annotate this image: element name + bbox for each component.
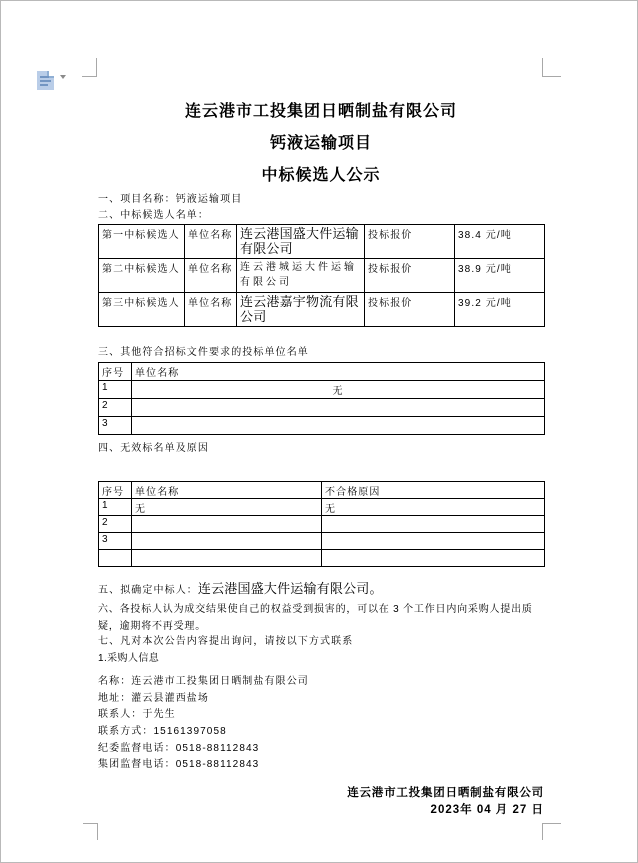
margin-crop-mark-top-right	[542, 58, 561, 77]
table-row	[99, 399, 545, 417]
reason-cell: 无	[322, 499, 545, 516]
seq-cell	[99, 550, 132, 567]
unit-name-label: 单位名称	[185, 293, 237, 327]
col-header-seq: 序号	[99, 363, 132, 381]
candidate-rank: 第三中标候选人	[99, 293, 185, 327]
reason-cell	[322, 516, 545, 533]
section-3-heading: 三、其他符合招标文件要求的投标单位名单	[98, 347, 309, 358]
unit-cell	[132, 516, 322, 533]
table-row	[99, 225, 545, 259]
table-header-row	[99, 363, 545, 381]
unit-name-label: 单位名称	[185, 225, 237, 259]
unit-cell: 无	[132, 381, 545, 399]
unit-name-label: 单位名称	[185, 259, 237, 293]
supervision-phone-discipline: 纪委监督电话：0518-88112843	[98, 742, 260, 754]
seq-cell: 3	[99, 533, 132, 550]
bid-price-value: 39.2 元/吨	[455, 293, 545, 327]
contact-phone: 联系方式：15161397058	[98, 726, 227, 738]
col-header-seq: 序号	[99, 482, 132, 499]
col-header-unit: 单位名称	[132, 363, 545, 381]
candidate-rank: 第一中标候选人	[99, 225, 185, 259]
unit-cell	[132, 533, 322, 550]
seq-cell: 3	[99, 417, 132, 435]
unit-cell	[132, 399, 545, 417]
doc-title-project: 钙液运输项目	[269, 135, 372, 152]
unit-cell	[132, 550, 322, 567]
margin-crop-mark-bottom-right	[542, 823, 561, 840]
invalid-bids-table	[98, 481, 545, 567]
candidate-company: 连云港嘉宇物流有限公司	[237, 293, 365, 327]
col-header-unit: 单位名称	[132, 482, 322, 499]
bid-price-value: 38.4 元/吨	[455, 225, 545, 259]
candidate-company: 连云港国盛大件运输有限公司	[237, 225, 365, 259]
doc-title-company: 连云港市工投集团日晒制盐有限公司	[184, 103, 457, 120]
section-5-winner-line	[98, 582, 544, 597]
section-6-objection-notice: 六、各投标人认为成交结果使自己的权益受到损害的，可以在 3 个工作日内向采购人提出质疑，逾期将不再受理。	[98, 604, 533, 632]
reason-cell	[322, 533, 545, 550]
candidates-table	[98, 224, 545, 327]
seq-cell: 1	[99, 499, 132, 516]
candidate-rank: 第二中标候选人	[99, 259, 185, 293]
table-header-row	[99, 482, 545, 499]
margin-crop-mark-top-left	[82, 58, 97, 77]
supervision-phone-group: 集团监督电话：0518-88112843	[98, 759, 260, 771]
reason-cell	[322, 550, 545, 567]
doc-title-notice: 中标候选人公示	[261, 167, 381, 184]
footer-signature-company: 连云港市工投集团日晒制盐有限公司	[347, 787, 544, 799]
margin-crop-mark-bottom-left	[83, 823, 98, 840]
section-5-winner-company: 连云港国盛大件运输有限公司。	[197, 581, 383, 596]
table-row	[99, 259, 545, 293]
seq-cell: 1	[99, 381, 132, 399]
unit-cell	[132, 417, 545, 435]
section-5-label: 五、拟确定中标人：	[98, 585, 198, 596]
bid-price-label: 投标报价	[365, 225, 455, 259]
section-2-candidates-heading: 二、中标候选人名单：	[98, 210, 209, 221]
contact-info-block	[98, 672, 544, 772]
bid-price-label: 投标报价	[365, 259, 455, 293]
table-row	[99, 550, 545, 567]
footer-signature-date: 2023年 04 月 27 日	[430, 804, 544, 816]
seq-cell: 2	[99, 399, 132, 417]
table-row	[99, 499, 545, 516]
buyer-info-heading: 1.采购人信息	[98, 653, 160, 664]
other-bidders-table	[98, 362, 545, 435]
contact-name: 名称：连云港市工投集团日晒制盐有限公司	[98, 676, 309, 687]
contact-address: 地址：灌云县灌西盐场	[98, 692, 209, 704]
seq-cell: 2	[99, 516, 132, 533]
unit-cell: 无	[132, 499, 322, 516]
section-1-project-name: 一、项目名称：钙液运输项目	[98, 194, 243, 205]
paste-options-icon	[37, 71, 54, 90]
section-7-inquiry-heading: 七、凡对本次公告内容提出询问，请按以下方式联系	[98, 636, 354, 647]
paste-options-button[interactable]	[37, 71, 69, 93]
table-row	[99, 533, 545, 550]
col-header-reason: 不合格原因	[322, 482, 545, 499]
table-row	[99, 516, 545, 533]
bid-price-label: 投标报价	[365, 293, 455, 327]
section-4-heading: 四、无效标名单及原因	[98, 443, 209, 454]
dropdown-arrow-icon	[60, 79, 68, 97]
candidate-company: 连云港城运大件运输有限公司	[237, 259, 365, 293]
contact-person: 联系人：于先生	[98, 709, 176, 721]
bid-price-value: 38.9 元/吨	[455, 259, 545, 293]
table-row	[99, 381, 545, 399]
table-row	[99, 293, 545, 327]
table-row	[99, 417, 545, 435]
